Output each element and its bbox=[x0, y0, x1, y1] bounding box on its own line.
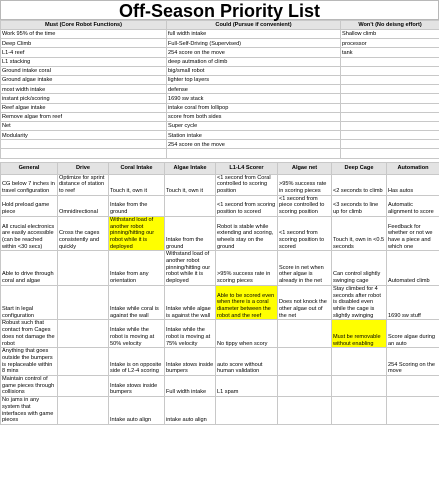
header-row bbox=[1, 162, 439, 174]
table-cell[interactable]: Score in net when other algae is already in the net bbox=[278, 251, 332, 286]
table-cell[interactable] bbox=[341, 131, 439, 140]
table-cell[interactable]: Has autos bbox=[387, 174, 439, 195]
table-cell[interactable]: 1690 sw stack bbox=[167, 94, 341, 103]
table-cell[interactable] bbox=[278, 397, 332, 425]
table-cell[interactable] bbox=[278, 320, 332, 348]
table-cell[interactable]: Robot is stable while extending and scoring, wheels stay on the ground bbox=[216, 216, 278, 251]
table-row bbox=[1, 348, 439, 376]
table-cell[interactable] bbox=[278, 376, 332, 397]
table-cell[interactable] bbox=[341, 103, 439, 112]
table-cell[interactable]: Intake while algae is against the wall bbox=[165, 285, 216, 320]
table-cell[interactable]: Maintain control of game pieces through collisions bbox=[1, 376, 58, 397]
table-cell[interactable]: Stay climbed for 4 seconds after robot is disabled even while the cage is slightly swinging bbox=[332, 285, 387, 320]
table-cell[interactable]: Automated climb bbox=[387, 251, 439, 286]
column-header[interactable]: Could (Pursue if convenient) bbox=[167, 21, 341, 30]
table-row bbox=[1, 131, 439, 140]
table-cell[interactable] bbox=[341, 121, 439, 130]
table-cell[interactable]: Start in legal configuration bbox=[1, 285, 58, 320]
table-cell[interactable]: lighter top layers bbox=[167, 75, 341, 84]
table-cell[interactable]: 254 Scoring on the move bbox=[387, 348, 439, 376]
table-cell[interactable]: Modularity bbox=[1, 131, 167, 140]
table-cell[interactable]: Does not knock the other algae out of the net bbox=[278, 285, 332, 320]
table-cell[interactable]: 254 score on the move bbox=[167, 140, 341, 149]
table-cell[interactable]: Reef algae intake bbox=[1, 103, 167, 112]
table-cell[interactable]: <1 second from scoring position to scored bbox=[216, 195, 278, 216]
table-row bbox=[1, 66, 439, 75]
table-cell[interactable]: Touch it, own in <0.5 seconds bbox=[332, 216, 387, 251]
table-cell[interactable]: CG below 7 inches in travel configuration bbox=[1, 174, 58, 195]
table-cell[interactable]: Shallow climb bbox=[341, 30, 439, 39]
table-row bbox=[1, 251, 439, 286]
table-row bbox=[1, 174, 439, 195]
table-cell[interactable] bbox=[58, 285, 109, 320]
column-header[interactable]: Won't (No deisng effort) bbox=[341, 21, 439, 30]
requirements-table bbox=[0, 162, 439, 425]
table-row bbox=[1, 285, 439, 320]
table-cell[interactable]: All crucial electronics are easily accessible (can be reached within <30 secs) bbox=[1, 216, 58, 251]
column-header[interactable]: L1-L4 Scorer bbox=[216, 162, 278, 174]
table-cell[interactable] bbox=[332, 348, 387, 376]
table-cell[interactable]: Work 95% of the time bbox=[1, 30, 167, 39]
column-header[interactable]: Algae Intake bbox=[165, 162, 216, 174]
table-cell[interactable]: Super cycle bbox=[167, 121, 341, 130]
table-cell[interactable] bbox=[58, 320, 109, 348]
table-cell[interactable]: Omnidirectional bbox=[58, 195, 109, 216]
table-cell[interactable]: Robust such that contact from Cages does not damage the robot bbox=[1, 320, 58, 348]
table-row bbox=[1, 85, 439, 94]
table-cell[interactable]: Feedback for whether or not we have a piece and which one bbox=[387, 216, 439, 251]
table-cell[interactable] bbox=[1, 140, 167, 149]
priority-table bbox=[0, 20, 439, 159]
column-header[interactable]: Coral Intake bbox=[109, 162, 165, 174]
highlighted-cell[interactable]: Withstand load of another robot pinning/hitting our robot while it is deployed bbox=[109, 216, 165, 251]
table-row bbox=[1, 112, 439, 121]
table-cell[interactable]: Full width intake bbox=[165, 376, 216, 397]
highlighted-cell[interactable]: Must be removable without enabling bbox=[332, 320, 387, 348]
table-row bbox=[1, 397, 439, 425]
table-cell[interactable]: Cross the cages consistently and quickly bbox=[58, 216, 109, 251]
table-cell[interactable]: <2 seconds to climb bbox=[332, 174, 387, 195]
table-cell[interactable]: intake auto align bbox=[165, 397, 216, 425]
table-cell[interactable]: Automatic alignment to score bbox=[387, 195, 439, 216]
column-header[interactable]: Must (Core Robot Functions) bbox=[1, 21, 167, 30]
table-cell[interactable]: Ground intake coral bbox=[1, 66, 167, 75]
highlighted-cell[interactable]: Able to be scored even when there is a coral diameter between the robot and the reef bbox=[216, 285, 278, 320]
column-header[interactable]: Drive bbox=[58, 162, 109, 174]
table-cell[interactable]: <1 second from scoring position to scored bbox=[278, 216, 332, 251]
table-cell[interactable]: deep autmation of climb bbox=[167, 57, 341, 66]
column-header[interactable]: Deep Cage bbox=[332, 162, 387, 174]
table-cell[interactable]: <1 second from piece controlled to scoring position bbox=[278, 195, 332, 216]
table-cell[interactable] bbox=[341, 112, 439, 121]
table-cell[interactable]: Touch it, own it bbox=[109, 174, 165, 195]
table-cell[interactable] bbox=[341, 94, 439, 103]
table-cell[interactable]: L1 stacking bbox=[1, 57, 167, 66]
column-header[interactable]: General bbox=[1, 162, 58, 174]
table-cell[interactable]: instant pick/scoring bbox=[1, 94, 167, 103]
table-cell[interactable]: Anything that goes outside the bumpers is replaceable within 8 mins bbox=[1, 348, 58, 376]
table-cell[interactable]: 1690 sw stuff bbox=[387, 285, 439, 320]
table-cell[interactable]: <3 seconds to line up for climb bbox=[332, 195, 387, 216]
table-cell[interactable]: Intake from the ground bbox=[165, 216, 216, 251]
table-cell[interactable]: Intake is on opposite side of L2-4 scoring bbox=[109, 348, 165, 376]
table-cell[interactable] bbox=[167, 149, 341, 158]
table-cell[interactable] bbox=[341, 149, 439, 158]
table-cell[interactable]: <1 second from Coral controlled to scoring position bbox=[216, 174, 278, 195]
table-cell[interactable]: Intake while the robot is moving at 75% velocity bbox=[165, 320, 216, 348]
table-cell[interactable]: Intake stows inside bumpers bbox=[109, 376, 165, 397]
table-cell[interactable]: Hold preload game piece bbox=[1, 195, 58, 216]
table-cell[interactable]: processor bbox=[341, 39, 439, 48]
table-cell[interactable]: Intake while the robot is moving at 50% velocity bbox=[109, 320, 165, 348]
table-cell[interactable]: big/small robot bbox=[167, 66, 341, 75]
table-cell[interactable]: 254 score on the move bbox=[167, 48, 341, 57]
table-row bbox=[1, 103, 439, 112]
table-cell[interactable] bbox=[341, 66, 439, 75]
table-cell[interactable]: Intake while coral is against the wall bbox=[109, 285, 165, 320]
table-cell[interactable]: tank bbox=[341, 48, 439, 57]
table-cell[interactable] bbox=[278, 348, 332, 376]
table-row bbox=[1, 195, 439, 216]
table-cell[interactable] bbox=[387, 376, 439, 397]
table-cell[interactable] bbox=[58, 348, 109, 376]
table-cell[interactable]: >95% success rate in scoring pieces bbox=[278, 174, 332, 195]
table-cell[interactable]: Can control slightly swinging cage bbox=[332, 251, 387, 286]
table-cell[interactable]: Remove algae from reef bbox=[1, 112, 167, 121]
column-header[interactable]: Automation bbox=[387, 162, 439, 174]
table-cell[interactable]: Intake auto align bbox=[109, 397, 165, 425]
table-cell[interactable] bbox=[332, 376, 387, 397]
table-cell[interactable]: Intake from any orientation bbox=[109, 251, 165, 286]
table-cell[interactable]: auto score without human validation bbox=[216, 348, 278, 376]
table-cell[interactable]: Deep Climb bbox=[1, 39, 167, 48]
table-cell[interactable] bbox=[58, 251, 109, 286]
table-row bbox=[1, 48, 439, 57]
table-row bbox=[1, 140, 439, 149]
table-cell[interactable] bbox=[341, 57, 439, 66]
table-row bbox=[1, 30, 439, 39]
table-cell[interactable]: Ground algae intake bbox=[1, 75, 167, 84]
table-row bbox=[1, 149, 439, 158]
table-cell[interactable]: Optimize for sprint distance of station to reef bbox=[58, 174, 109, 195]
table-cell[interactable]: L1-4 reef bbox=[1, 48, 167, 57]
table-cell[interactable]: intake coral from lollipop bbox=[167, 103, 341, 112]
table-cell[interactable]: Intake stows inside bumpers bbox=[165, 348, 216, 376]
table-cell[interactable]: No tippy when scory bbox=[216, 320, 278, 348]
table-row bbox=[1, 376, 439, 397]
table-cell[interactable]: Score algae during an auto bbox=[387, 320, 439, 348]
table-cell[interactable] bbox=[341, 75, 439, 84]
table-cell[interactable]: Touch it, own it bbox=[165, 174, 216, 195]
table-cell[interactable]: score from both sides bbox=[167, 112, 341, 121]
table-cell[interactable]: Intake from the ground bbox=[109, 195, 165, 216]
table-cell[interactable]: Net bbox=[1, 121, 167, 130]
page-title: Off-Season Priority List bbox=[0, 0, 439, 20]
table-row bbox=[1, 39, 439, 48]
table-cell[interactable]: Withstand load of another robot pinning/hitting our robot while it is deployed bbox=[165, 251, 216, 286]
table-row bbox=[1, 75, 439, 84]
table-cell[interactable] bbox=[341, 140, 439, 149]
table-cell[interactable]: defense bbox=[167, 85, 341, 94]
table-cell[interactable] bbox=[387, 397, 439, 425]
table-row bbox=[1, 121, 439, 130]
table-cell[interactable]: No jams in any system that interfaces with game pieces bbox=[1, 397, 58, 425]
table-cell[interactable]: full width intake bbox=[167, 30, 341, 39]
table-cell[interactable]: Station intake bbox=[167, 131, 341, 140]
table-cell[interactable] bbox=[165, 195, 216, 216]
table-cell[interactable] bbox=[216, 397, 278, 425]
column-header[interactable]: Algae net bbox=[278, 162, 332, 174]
table-cell[interactable] bbox=[58, 397, 109, 425]
table-row bbox=[1, 57, 439, 66]
header-row bbox=[1, 21, 439, 30]
table-cell[interactable] bbox=[58, 376, 109, 397]
table-cell[interactable] bbox=[1, 149, 167, 158]
table-cell[interactable]: Full-Self-Driving (Supervised) bbox=[167, 39, 341, 48]
table-row bbox=[1, 216, 439, 251]
table-cell[interactable]: >95% success rate in scoring pieces bbox=[216, 251, 278, 286]
table-cell[interactable] bbox=[341, 85, 439, 94]
table-cell[interactable]: L1 spam bbox=[216, 376, 278, 397]
table-row bbox=[1, 94, 439, 103]
table-cell[interactable] bbox=[332, 397, 387, 425]
table-cell[interactable]: most width intake bbox=[1, 85, 167, 94]
table-cell[interactable]: Able to drive through coral and algae bbox=[1, 251, 58, 286]
table-row bbox=[1, 320, 439, 348]
